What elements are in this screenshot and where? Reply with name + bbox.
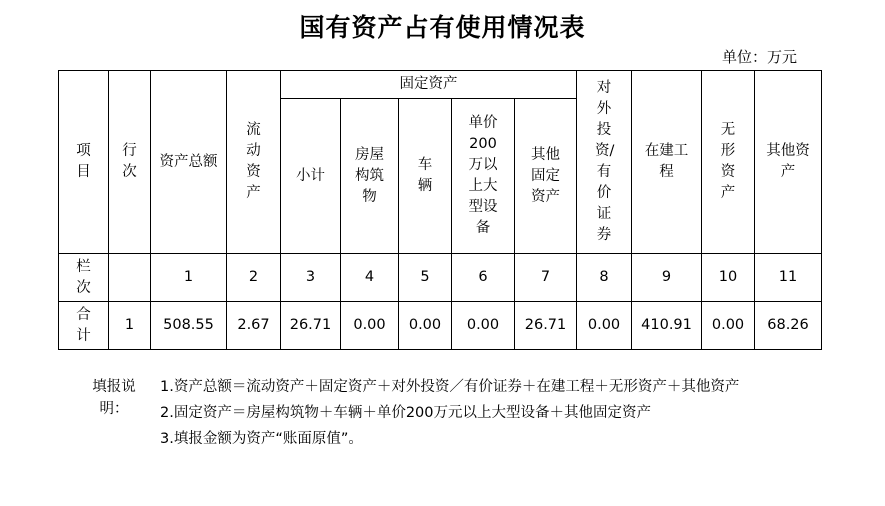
header-total-assets: 资产总额	[151, 71, 227, 254]
header-line: 行次	[109, 71, 151, 254]
unit-label: 单位：万元	[722, 48, 798, 66]
total-cell: 26.71	[515, 302, 577, 350]
total-cell: 26.71	[281, 302, 341, 350]
header-other-assets: 其他资产	[755, 71, 822, 254]
header-fixed-subtotal: 小计	[281, 99, 341, 254]
total-cell: 0.00	[577, 302, 632, 350]
asset-table	[58, 70, 822, 350]
column-number-cell: 10	[702, 254, 755, 302]
header-buildings: 房屋构筑物	[341, 99, 399, 254]
column-number-cell: 1	[151, 254, 227, 302]
total-cell: 0.00	[452, 302, 515, 350]
column-number-line	[109, 254, 151, 302]
total-cell: 68.26	[755, 302, 822, 350]
header-vehicles: 车辆	[399, 99, 452, 254]
header-fixed-assets-group: 固定资产	[281, 71, 577, 99]
column-number-cell: 8	[577, 254, 632, 302]
total-cell: 0.00	[341, 302, 399, 350]
column-number-label: 栏次	[59, 254, 109, 302]
column-number-cell: 7	[515, 254, 577, 302]
header-intangible: 无形资产	[702, 71, 755, 254]
column-number-cell: 3	[281, 254, 341, 302]
total-cell: 410.91	[632, 302, 702, 350]
total-cell: 2.67	[227, 302, 281, 350]
note-item: 1.资产总额＝流动资产＋固定资产＋对外投资／有价证券＋在建工程＋无形资产＋其他资产	[160, 379, 740, 395]
column-number-cell: 11	[755, 254, 822, 302]
total-cell: 0.00	[702, 302, 755, 350]
column-number-row	[59, 254, 822, 302]
column-number-cell: 5	[399, 254, 452, 302]
total-row	[59, 302, 822, 350]
note-item: 3.填报金额为资产“账面原值”。	[160, 431, 363, 447]
notes-list	[160, 376, 810, 454]
column-number-cell: 9	[632, 254, 702, 302]
header-item: 项目	[59, 71, 109, 254]
header-large-equipment: 单价200万以上大型设备	[452, 99, 515, 254]
total-cell: 0.00	[399, 302, 452, 350]
total-line: 1	[109, 302, 151, 350]
column-number-cell: 6	[452, 254, 515, 302]
header-other-fixed: 其他固定资产	[515, 99, 577, 254]
column-number-cell: 4	[341, 254, 399, 302]
note-item: 2.固定资产＝房屋构筑物＋车辆＋单价200万元以上大型设备＋其他固定资产	[160, 405, 652, 421]
header-current-assets: 流动资产	[227, 71, 281, 254]
notes-label: 填报说明：	[92, 379, 136, 417]
column-number-cell: 2	[227, 254, 281, 302]
page-title: 国有资产占有使用情况表	[299, 13, 586, 42]
header-construction: 在建工程	[632, 71, 702, 254]
total-cell: 508.55	[151, 302, 227, 350]
total-label: 合计	[59, 302, 109, 350]
header-investments: 对外投资/有价证券	[577, 71, 632, 254]
